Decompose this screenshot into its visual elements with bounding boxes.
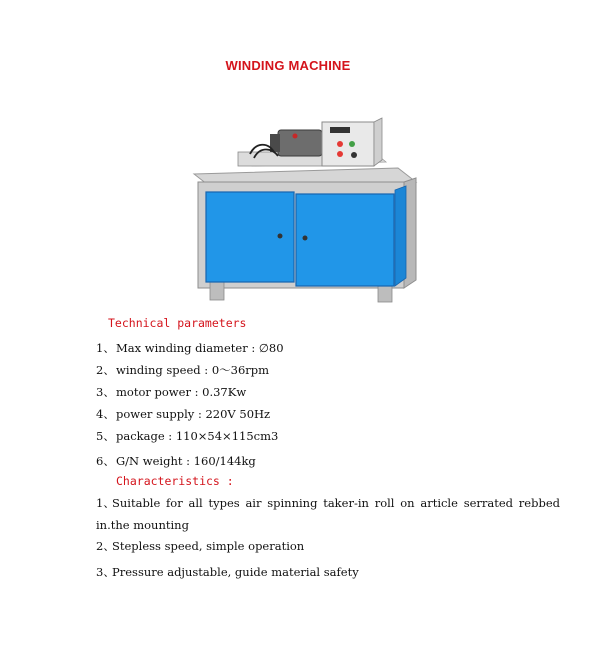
red-button-2	[337, 151, 343, 157]
parameter-item: 1、Max winding diameter : ∅80	[96, 341, 284, 355]
left-door-lock	[278, 234, 283, 239]
black-knob	[351, 152, 357, 158]
characteristic-item: 3、Pressure adjustable, guide material safety	[96, 565, 359, 579]
machine-photo	[190, 112, 420, 312]
parameter-item: 2、winding speed : 0～36rpm	[96, 363, 270, 377]
parameter-item: 5、package : 110×54×115cm3	[96, 429, 279, 443]
characteristic-item: 2、Stepless speed, simple operation	[96, 539, 305, 553]
characteristics-heading: Characteristics :	[116, 474, 234, 488]
green-button	[349, 141, 355, 147]
right-cabinet-door	[296, 194, 394, 286]
red-button	[337, 141, 343, 147]
page-title: WINDING MACHINE	[225, 58, 351, 73]
technical-parameters-heading: Technical parameters	[108, 316, 247, 330]
side-panel-blue	[395, 186, 406, 286]
control-display	[330, 127, 350, 133]
parameter-item: 3、motor power : 0.37Kw	[96, 385, 247, 399]
motor	[278, 130, 322, 156]
leg-left	[210, 280, 224, 300]
parameter-item: 4、power supply : 220V 50Hz	[96, 407, 271, 421]
right-door-lock	[303, 236, 308, 241]
motor-red-knob	[293, 134, 298, 139]
parameter-item: 6、G/N weight : 160/144kg	[96, 454, 256, 468]
characteristic-item: 1、Suitable for all types air spinning taker-in roll on article serrated rebbed in.the mounting	[96, 496, 560, 532]
control-box-side	[374, 118, 382, 166]
